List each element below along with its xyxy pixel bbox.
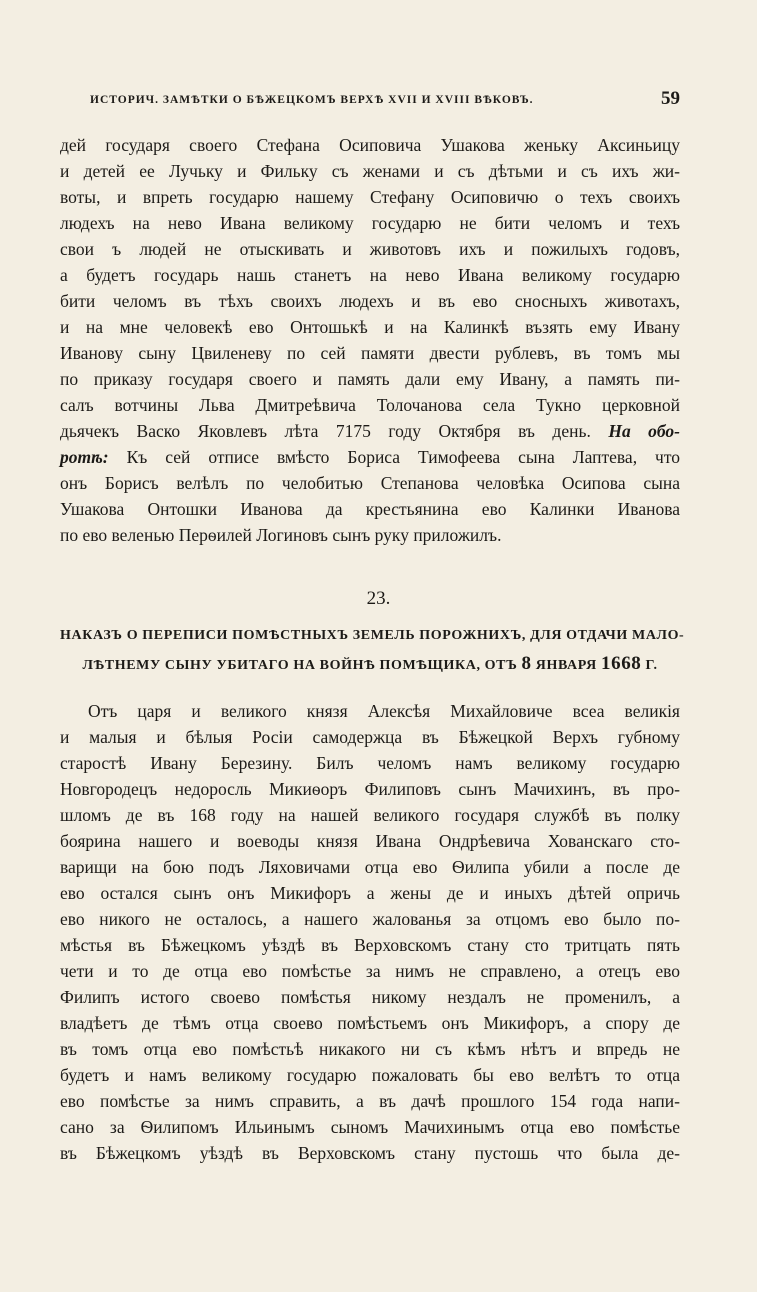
text-line xyxy=(60,444,680,470)
text-line: ево помѣстье за нимъ справить, а въ дачѣ прошлого 154 года напи- xyxy=(60,1091,680,1111)
text-line xyxy=(60,418,680,444)
text-line: дей государя своего Стефана Осиповича Ушакова женьку Аксиньицу xyxy=(60,135,680,155)
text-line: Иванову сыну Цвиленеву по сей памяти двести рублевъ, въ томъ мы xyxy=(60,343,680,363)
text-line: Филипъ истого своево помѣстья никому нездалъ не променилъ, а xyxy=(60,987,680,1007)
text-line: ево остался сынъ онъ Микифоръ а жены де и иныхъ дѣтей опричь xyxy=(60,883,680,903)
text-line: владѣетъ де тѣмъ отца своево помѣстьемъ онъ Микифоръ, а спору де xyxy=(60,1013,680,1033)
text-line: а будетъ государь нашь станетъ на нево Ивана великому государю xyxy=(60,265,680,285)
text-line: по приказу государя своего и память дали ему Ивану, а память пи- xyxy=(60,369,680,389)
text-block-top xyxy=(60,132,680,548)
italic-note-cont: ротѣ: xyxy=(60,447,109,467)
heading-line-2 xyxy=(60,650,680,678)
text-line-part: дьячекъ Васко Яковлевъ лѣта 7175 году Октября въ день. xyxy=(60,421,591,441)
text-line: и малыя и бѣлыя Росіи самодержца въ Бѣжецкой Верхъ губному xyxy=(60,727,680,747)
text-line: Новгородецъ недоросль Микиѳоръ Филиповъ сынъ Мачихинъ, въ про- xyxy=(60,779,680,799)
running-title: ИСТОРИЧ. ЗАМѢТКИ О БѢЖЕЦКОМЪ ВЕРХѢ XVII И XVIII ВѢКОВЪ. xyxy=(90,94,534,106)
text-line: людехъ на нево Ивана великому государю не бити челомъ и техъ xyxy=(60,213,680,233)
text-line: и на мне человекѣ ево Онтошькѣ и на Калинкѣ възять ему Ивану xyxy=(60,317,680,337)
heading-year: 1668 xyxy=(601,653,642,674)
heading-part: ЛѢТНЕМУ СЫНУ УБИТАГО НА ВОЙНѢ ПОМѢЩИКА, ОТЪ xyxy=(82,658,518,673)
text-line: воты, и впреть государю нашему Стефану Осиповичю о техъ своихъ xyxy=(60,187,680,207)
text-line: въ Бѣжецкомъ уѣздѣ въ Верховскомъ стану пустошь что была де- xyxy=(60,1143,680,1163)
text-line: Ушакова Онтошки Иванова да крестьянина ево Калинки Иванова xyxy=(60,499,680,519)
text-line: бити челомъ въ тѣхъ своихъ людехъ и въ ево сносныхъ животахъ, xyxy=(60,291,680,311)
text-line: въ томъ отца ево помѣстьѣ никакого ни съ кѣмъ нѣтъ и впредь не xyxy=(60,1039,680,1059)
text-line: салъ вотчины Льва Дмитреѣвича Толочанова села Тукно церковной xyxy=(60,395,680,415)
page-number: 59 xyxy=(661,88,680,109)
heading-month: ЯНВАРЯ xyxy=(535,658,597,673)
text-line: сано за Ѳилипомъ Ильинымъ сыномъ Мачихинымъ отца ево помѣстье xyxy=(60,1117,680,1137)
text-line: Отъ царя и великого князя Алексѣя Михайловиче всеа великія xyxy=(88,701,680,721)
text-line: и детей ее Лучьку и Фильку съ женами и съ дѣтьми и съ ихъ жи- xyxy=(60,161,680,181)
text-line: по ево веленью Перѳилей Логиновъ сынъ руку приложилъ. xyxy=(60,525,502,545)
text-line: боярина нашего и воеводы князя Ивана Ондрѣевича Хованскаго сто- xyxy=(60,831,680,851)
text-line: ево никого не осталось, а нашего жалованья за отцомъ ево было по- xyxy=(60,909,680,929)
text-line-part: Къ сей отписе вмѣсто Бориса Тимофеева сына Лаптева, что xyxy=(126,447,680,467)
text-line: мѣстья въ Бѣжецкомъ уѣздѣ въ Верховскомъ стану сто тритцать пять xyxy=(60,935,680,955)
italic-note: На обо- xyxy=(608,421,681,441)
heading-end: Г. xyxy=(645,658,658,673)
text-line: старостѣ Ивану Березину. Билъ челомъ намъ великому государю xyxy=(60,753,680,773)
section-heading xyxy=(60,622,685,678)
text-line: варищи на бою подъ Ляховичами отца ево Ѳилипа убили а после де xyxy=(60,857,680,877)
running-header xyxy=(90,88,680,114)
heading-day: 8 xyxy=(521,653,532,674)
text-line: свои ъ людей не отыскивать и животовъ ихъ и пожилыхъ годовъ, xyxy=(60,239,680,259)
heading-line-1: НАКАЗЪ О ПЕРЕПИСИ ПОМѢСТНЫХЪ ЗЕМЕЛЬ ПОРОЖНИХЪ, ДЛЯ ОТДАЧИ МАЛО- xyxy=(60,628,685,643)
text-block-bottom xyxy=(60,698,680,1166)
text-line: будетъ и намъ великому государю пожаловать бы ево велѣтъ то отца xyxy=(60,1065,680,1085)
text-line: онъ Борисъ велѣлъ по челобитью Степанова человѣка Осипова сына xyxy=(60,473,680,493)
text-line: чети и то де отца ево помѣстье за нимъ не справлено, а отецъ ево xyxy=(60,961,680,981)
text-line: шломъ де въ 168 году на нашей великого государя службѣ въ полку xyxy=(60,805,680,825)
section-number: 23. xyxy=(366,588,391,609)
